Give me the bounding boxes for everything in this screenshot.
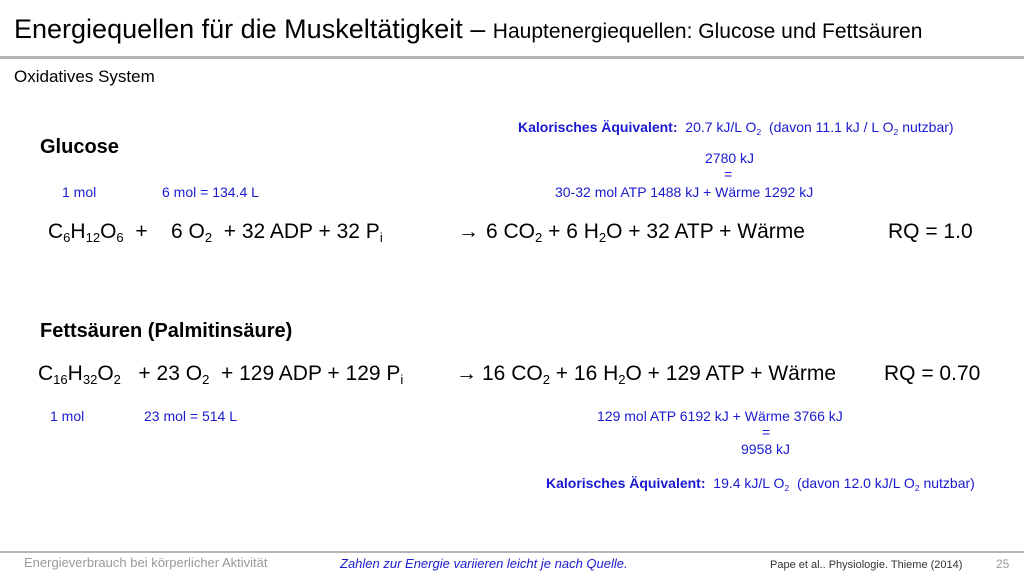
title-divider	[0, 56, 1024, 59]
eq-fc: C	[38, 362, 54, 385]
sub-pi: i	[400, 372, 404, 388]
sub-16: 16	[53, 372, 68, 388]
eq-129adp: + 129 ADP + 129 P	[220, 362, 401, 385]
glucose-equals: =	[724, 166, 733, 182]
eq-atp: O + 32 ATP + Wärme	[606, 220, 805, 243]
glucose-rq: RQ = 1.0	[888, 220, 973, 243]
sub-o2b: 2	[202, 372, 210, 388]
eq-co2: 6 CO	[486, 220, 536, 243]
sub-32: 32	[82, 372, 98, 388]
eq-16h: + 16 H	[555, 362, 619, 385]
page-number: 25	[996, 557, 1010, 571]
fett-sub-2b: 2	[914, 482, 920, 493]
eq-16co: 16 CO	[482, 362, 543, 385]
sub-2b: 2	[893, 126, 899, 137]
footer-reference: Pape et al.. Physiologie. Thieme (2014)	[770, 559, 963, 571]
glucose-o2-volume: 6 mol = 134.4 L	[162, 184, 259, 200]
page-title	[14, 14, 922, 45]
fett-equals: =	[762, 424, 771, 440]
glucose-heading: Glucose	[40, 136, 119, 158]
glucose-equation: $C_6H_{12}O_6$ + 6 $O_2 + 32$ ADP + 32 $P_i$	[48, 220, 383, 246]
fett-atp-heat: 129 mol ATP 6192 kJ + Wärme 3766 kJ	[597, 408, 843, 424]
footer-divider	[0, 551, 1024, 553]
fett-mol: 1 mol	[50, 408, 85, 424]
glucose-total-energy: 2780 kJ	[705, 150, 755, 166]
eq-c: C	[48, 220, 64, 243]
glucose-atp-heat: 30-32 mol ATP 1488 kJ + Wärme 1292 kJ	[555, 184, 814, 200]
glucose-kal-value: 20.7 kJ/L O	[685, 119, 757, 135]
fett-kal-suffix: nutzbar)	[923, 475, 975, 491]
sub-12: 12	[85, 230, 101, 246]
sub-6: 6	[63, 230, 71, 246]
fett-kal-label: Kalorisches Äquivalent:	[546, 475, 706, 491]
sub-fo2: 2	[113, 372, 121, 388]
sub-co2b: 2	[542, 372, 550, 388]
fett-products	[482, 362, 836, 386]
fett-arrow: →	[456, 362, 477, 385]
section-label: Oxidatives System	[14, 67, 155, 86]
glucose-kal-suffix: nutzbar)	[902, 119, 954, 135]
fett-rq: RQ = 0.70	[884, 362, 981, 385]
sub-o6: 6	[116, 230, 124, 246]
sub-h2o: 2	[598, 230, 607, 246]
fett-o2-volume: 23 mol = 514 L	[144, 408, 238, 424]
fett-caloric-equivalent	[546, 475, 975, 491]
eq-23o: + 23 O	[138, 362, 203, 385]
glucose-products	[486, 220, 805, 244]
fett-total-energy: 9958 kJ	[741, 441, 791, 457]
glucose-kal-label: Kalorisches Äquivalent:	[518, 119, 678, 135]
sub-co2: 2	[535, 230, 543, 246]
glucose-kal-usable: (davon 11.1 kJ / L O	[768, 119, 894, 135]
sub-2: 2	[756, 126, 762, 137]
sub-h2ob: 2	[618, 372, 626, 388]
eq-129atp: O + 129 ATP + Wärme	[625, 362, 836, 385]
footer-topic: Energieverbrauch bei körperlicher Aktivität	[24, 555, 268, 570]
fett-sub-2: 2	[784, 482, 790, 493]
fett-heading: Fettsäuren (Palmitinsäure)	[40, 320, 293, 342]
fett-kal-usable: (davon 12.0 kJ/L O	[796, 475, 915, 491]
title-main: Energiequellen für die Muskeltätigkeit –	[14, 14, 486, 44]
eq-h2o: + 6 H	[548, 220, 599, 243]
glucose-arrow: →	[458, 220, 479, 243]
eq-adp: + 32 ADP + 32 P	[223, 220, 380, 243]
glucose-mol: 1 mol	[62, 184, 97, 200]
title-sub: Hauptenergiequellen: Glucose und Fettsäuren	[492, 20, 923, 43]
glucose-caloric-equivalent	[518, 119, 954, 135]
eq-fo: O	[97, 362, 114, 385]
footer-note: Zahlen zur Energie variieren leicht je nach Quelle.	[340, 556, 628, 571]
fett-equation: $C_{16}H_{32}O_2$ + 23 $O_2 + 129$ ADP + 129 $P_i$	[38, 362, 404, 388]
eq-6o: 6 O	[170, 220, 205, 243]
sub-o2: 2	[204, 230, 213, 246]
fett-kal-value: 19.4 kJ/L O	[713, 475, 785, 491]
sub-i: i	[379, 230, 383, 246]
